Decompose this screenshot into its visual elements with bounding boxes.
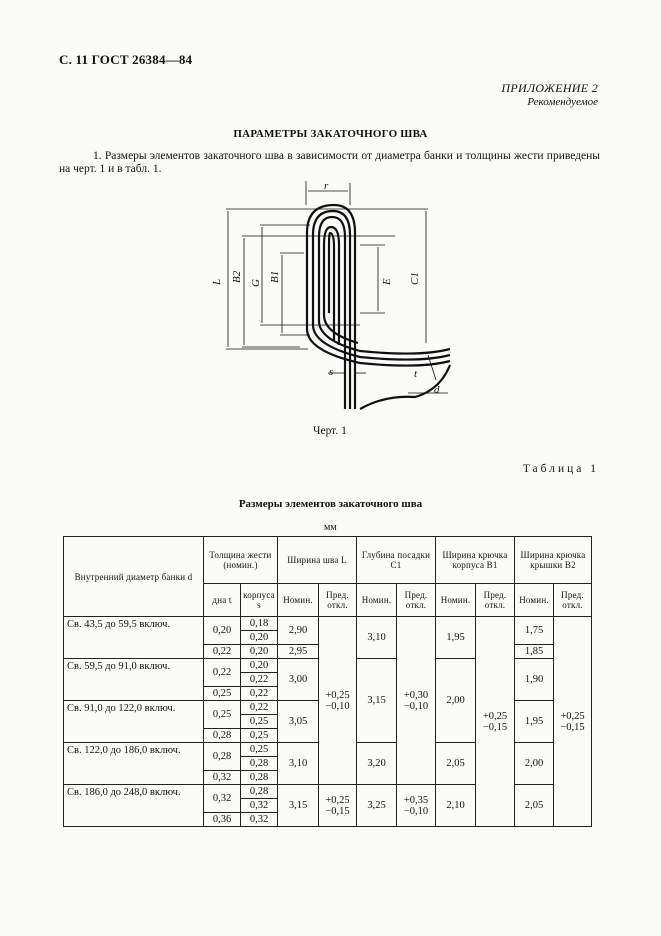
t-cell: 0,32: [204, 785, 241, 813]
subheader-body: корпуса s: [241, 584, 278, 617]
label-s: s: [329, 366, 334, 378]
header-diameter: Внутренний диаметр банки d: [64, 537, 204, 617]
c1-cell: 3,25: [357, 785, 397, 827]
label-c1: C1: [409, 272, 421, 285]
s-cell: 0,25: [241, 729, 278, 743]
b2-cell: 1,90: [515, 659, 554, 701]
b2-cell: 2,00: [515, 743, 554, 785]
s-cell: 0,28: [241, 771, 278, 785]
b2-cell: 1,95: [515, 701, 554, 743]
b1-cell: 2,10: [436, 785, 476, 827]
label-l: L: [211, 278, 223, 285]
s-cell: 0,22: [241, 673, 278, 687]
b1-tol-cell: +0,25 −0,15: [476, 617, 515, 827]
s-cell: 0,20: [241, 645, 278, 659]
l-cell: 3,10: [278, 743, 319, 785]
subheader-nom: Номин.: [278, 584, 319, 617]
header-hook-b2: Ширина крючка крышки B2: [515, 537, 592, 584]
subheader-tol: Пред. откл.: [554, 584, 592, 617]
t-cell: 0,22: [204, 645, 241, 659]
b2-cell: 1,75: [515, 617, 554, 645]
intro-paragraph: 1. Размеры элементов закаточного шва в зависимости от диаметра банки и толщины жести приведены на черт. 1 и в табл. 1.: [59, 150, 600, 175]
t-cell: 0,25: [204, 701, 241, 729]
subheader-nom: Номин.: [436, 584, 476, 617]
t-cell: 0,22: [204, 659, 241, 687]
c1-tol-cell: +0,30 −0,10: [397, 617, 436, 785]
label-r: r: [324, 180, 329, 192]
header-depth-c1: Глубина посадки C1: [357, 537, 436, 584]
s-cell: 0,25: [241, 743, 278, 757]
header-thickness: Толщина жести (номин.): [204, 537, 278, 584]
diameter-cell: Св. 186,0 до 248,0 включ.: [64, 785, 204, 827]
label-t: t: [414, 368, 418, 380]
c1-cell: 3,15: [357, 659, 397, 743]
label-g: G: [250, 279, 262, 287]
t-cell: 0,25: [204, 687, 241, 701]
table-header-row: [64, 537, 592, 584]
s-cell: 0,20: [241, 631, 278, 645]
b1-cell: 2,05: [436, 743, 476, 785]
table-label: Таблица 1: [522, 463, 599, 475]
b2-cell: 2,05: [515, 785, 554, 827]
l-tol-cell: +0,25 −0,10: [319, 617, 357, 785]
subheader-tol: Пред. откл.: [397, 584, 436, 617]
table-units: мм: [324, 522, 337, 533]
l-cell: 3,15: [278, 785, 319, 827]
header-width-l: Ширина шва L: [278, 537, 357, 584]
label-b2: B2: [231, 270, 243, 283]
c1-cell: 3,20: [357, 743, 397, 785]
c1-tol-cell: +0,35 −0,10: [397, 785, 436, 827]
table-row: [64, 617, 592, 631]
b2-cell: 1,85: [515, 645, 554, 659]
subheader-nom: Номин.: [515, 584, 554, 617]
b2-tol-cell: +0,25 −0,15: [554, 617, 592, 827]
l-tol-cell: +0,25 −0,15: [319, 785, 357, 827]
t-cell: 0,36: [204, 813, 241, 827]
s-cell: 0,32: [241, 813, 278, 827]
t-cell: 0,32: [204, 771, 241, 785]
l-cell: 2,95: [278, 645, 319, 659]
header-hook-b1: Ширина крючка корпуса B1: [436, 537, 515, 584]
l-cell: 3,00: [278, 659, 319, 701]
c1-cell: 3,10: [357, 617, 397, 659]
seam-dimensions-table: [63, 536, 592, 827]
b1-cell: 1,95: [436, 617, 476, 659]
figure-caption: Черт. 1: [313, 425, 347, 437]
diameter-cell: Св. 91,0 до 122,0 включ.: [64, 701, 204, 743]
subheader-tol: Пред. откл.: [476, 584, 515, 617]
t-cell: 0,28: [204, 743, 241, 771]
s-cell: 0,20: [241, 659, 278, 673]
subheader-tol: Пред. откл.: [319, 584, 357, 617]
s-cell: 0,28: [241, 757, 278, 771]
label-d: d: [434, 384, 440, 396]
subheader-bottom: дна t: [204, 584, 241, 617]
s-cell: 0,32: [241, 799, 278, 813]
s-cell: 0,22: [241, 701, 278, 715]
page-header: С. 11 ГОСТ 26384—84: [59, 52, 193, 67]
seam-drawing: [200, 175, 470, 420]
diameter-cell: Св. 43,5 до 59,5 включ.: [64, 617, 204, 659]
label-b1: B1: [269, 270, 281, 283]
t-cell: 0,28: [204, 729, 241, 743]
t-cell: 0,20: [204, 617, 241, 645]
diameter-cell: Св. 59,5 до 91,0 включ.: [64, 659, 204, 701]
s-cell: 0,18: [241, 617, 278, 631]
document-title: ПАРАМЕТРЫ ЗАКАТОЧНОГО ШВА: [233, 128, 428, 140]
s-cell: 0,25: [241, 715, 278, 729]
b1-cell: 2,00: [436, 659, 476, 743]
subheader-nom: Номин.: [357, 584, 397, 617]
diameter-cell: Св. 122,0 до 186,0 включ.: [64, 743, 204, 785]
l-cell: 2,90: [278, 617, 319, 645]
table-title: Размеры элементов закаточного шва: [238, 498, 423, 510]
appendix-title: ПРИЛОЖЕНИЕ 2: [501, 81, 598, 95]
appendix-status: Рекомендуемое: [527, 96, 598, 108]
label-e: E: [381, 278, 393, 285]
s-cell: 0,22: [241, 687, 278, 701]
s-cell: 0,28: [241, 785, 278, 799]
appendix-note: [501, 81, 598, 108]
l-cell: 3,05: [278, 701, 319, 743]
